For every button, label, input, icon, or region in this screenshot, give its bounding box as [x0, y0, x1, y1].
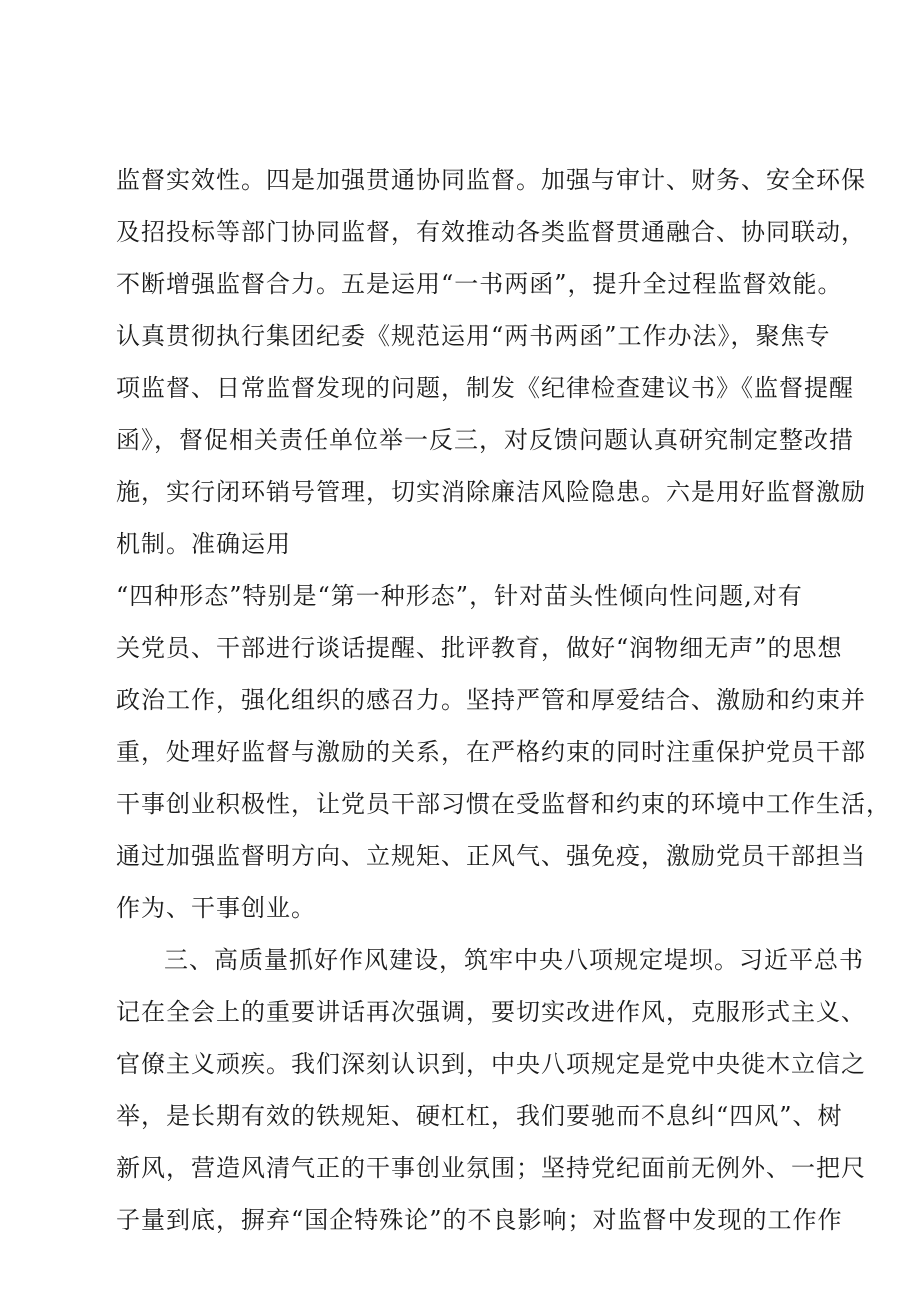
text-line: 作为、干事创业。: [116, 894, 316, 922]
text-line: 项监督、日常监督发现的问题，制发《纪律检查建议书》《监督提醒: [116, 374, 854, 402]
text-line: 重，处理好监督与激励的关系，在严格约束的同时注重保护党员干部: [116, 738, 866, 766]
text-line: 政治工作，强化组织的感召力。坚持严管和厚爱结合、激励和约束并: [116, 686, 866, 714]
text-line: 干事创业积极性，让党员干部习惯在受监督和约束的环境中工作生活，: [116, 790, 891, 818]
text-line: 机制。准确运用: [116, 530, 291, 558]
text-line: 施，实行闭环销号管理，切实消除廉洁风险隐患。六是用好监督激励: [116, 478, 866, 506]
text-line: 官僚主义顽疾。我们深刻认识到，中央八项规定是党中央徙木立信之: [116, 1050, 866, 1078]
text-line: 举，是长期有效的铁规矩、硬杠杠，我们要驰而不息纠“四风”、树: [116, 1102, 843, 1130]
text-line: 通过加强监督明方向、立规矩、正风气、强免疫，激励党员干部担当: [116, 842, 866, 870]
text-line: 关党员、干部进行谈话提醒、批评教育，做好“润物细无声”的思想: [116, 634, 843, 662]
text-line: 监督实效性。四是加强贯通协同监督。加强与审计、财务、安全环保: [116, 166, 866, 194]
text-line: “四种形态”特别是“第一种形态”，针对苗头性倾向性问题,对有: [116, 582, 803, 610]
text-line: 不断增强监督合力。五是运用“一书两函”，提升全过程监督效能。: [116, 270, 843, 298]
text-line: 新风，营造风清气正的干事创业氛围；坚持党纪面前无例外、一把尺: [116, 1154, 866, 1182]
section-heading-line: 三、高质量抓好作风建设，筑牢中央八项规定堤坝。习近平总书: [164, 946, 864, 974]
text-line: 记在全会上的重要讲话再次强调，要切实改进作风，克服形式主义、: [116, 998, 866, 1026]
text-line: 函》，督促相关责任单位举一反三，对反馈问题认真研究制定整改措: [116, 426, 854, 454]
text-line: 认真贯彻执行集团纪委《规范运用“两书两函”工作办法》，聚焦专: [116, 322, 831, 350]
text-line: 子量到底，摒弃“国企特殊论”的不良影响；对监督中发现的工作作: [116, 1206, 843, 1234]
text-line: 及招投标等部门协同监督，有效推动各类监督贯通融合、协同联动，: [116, 218, 866, 246]
